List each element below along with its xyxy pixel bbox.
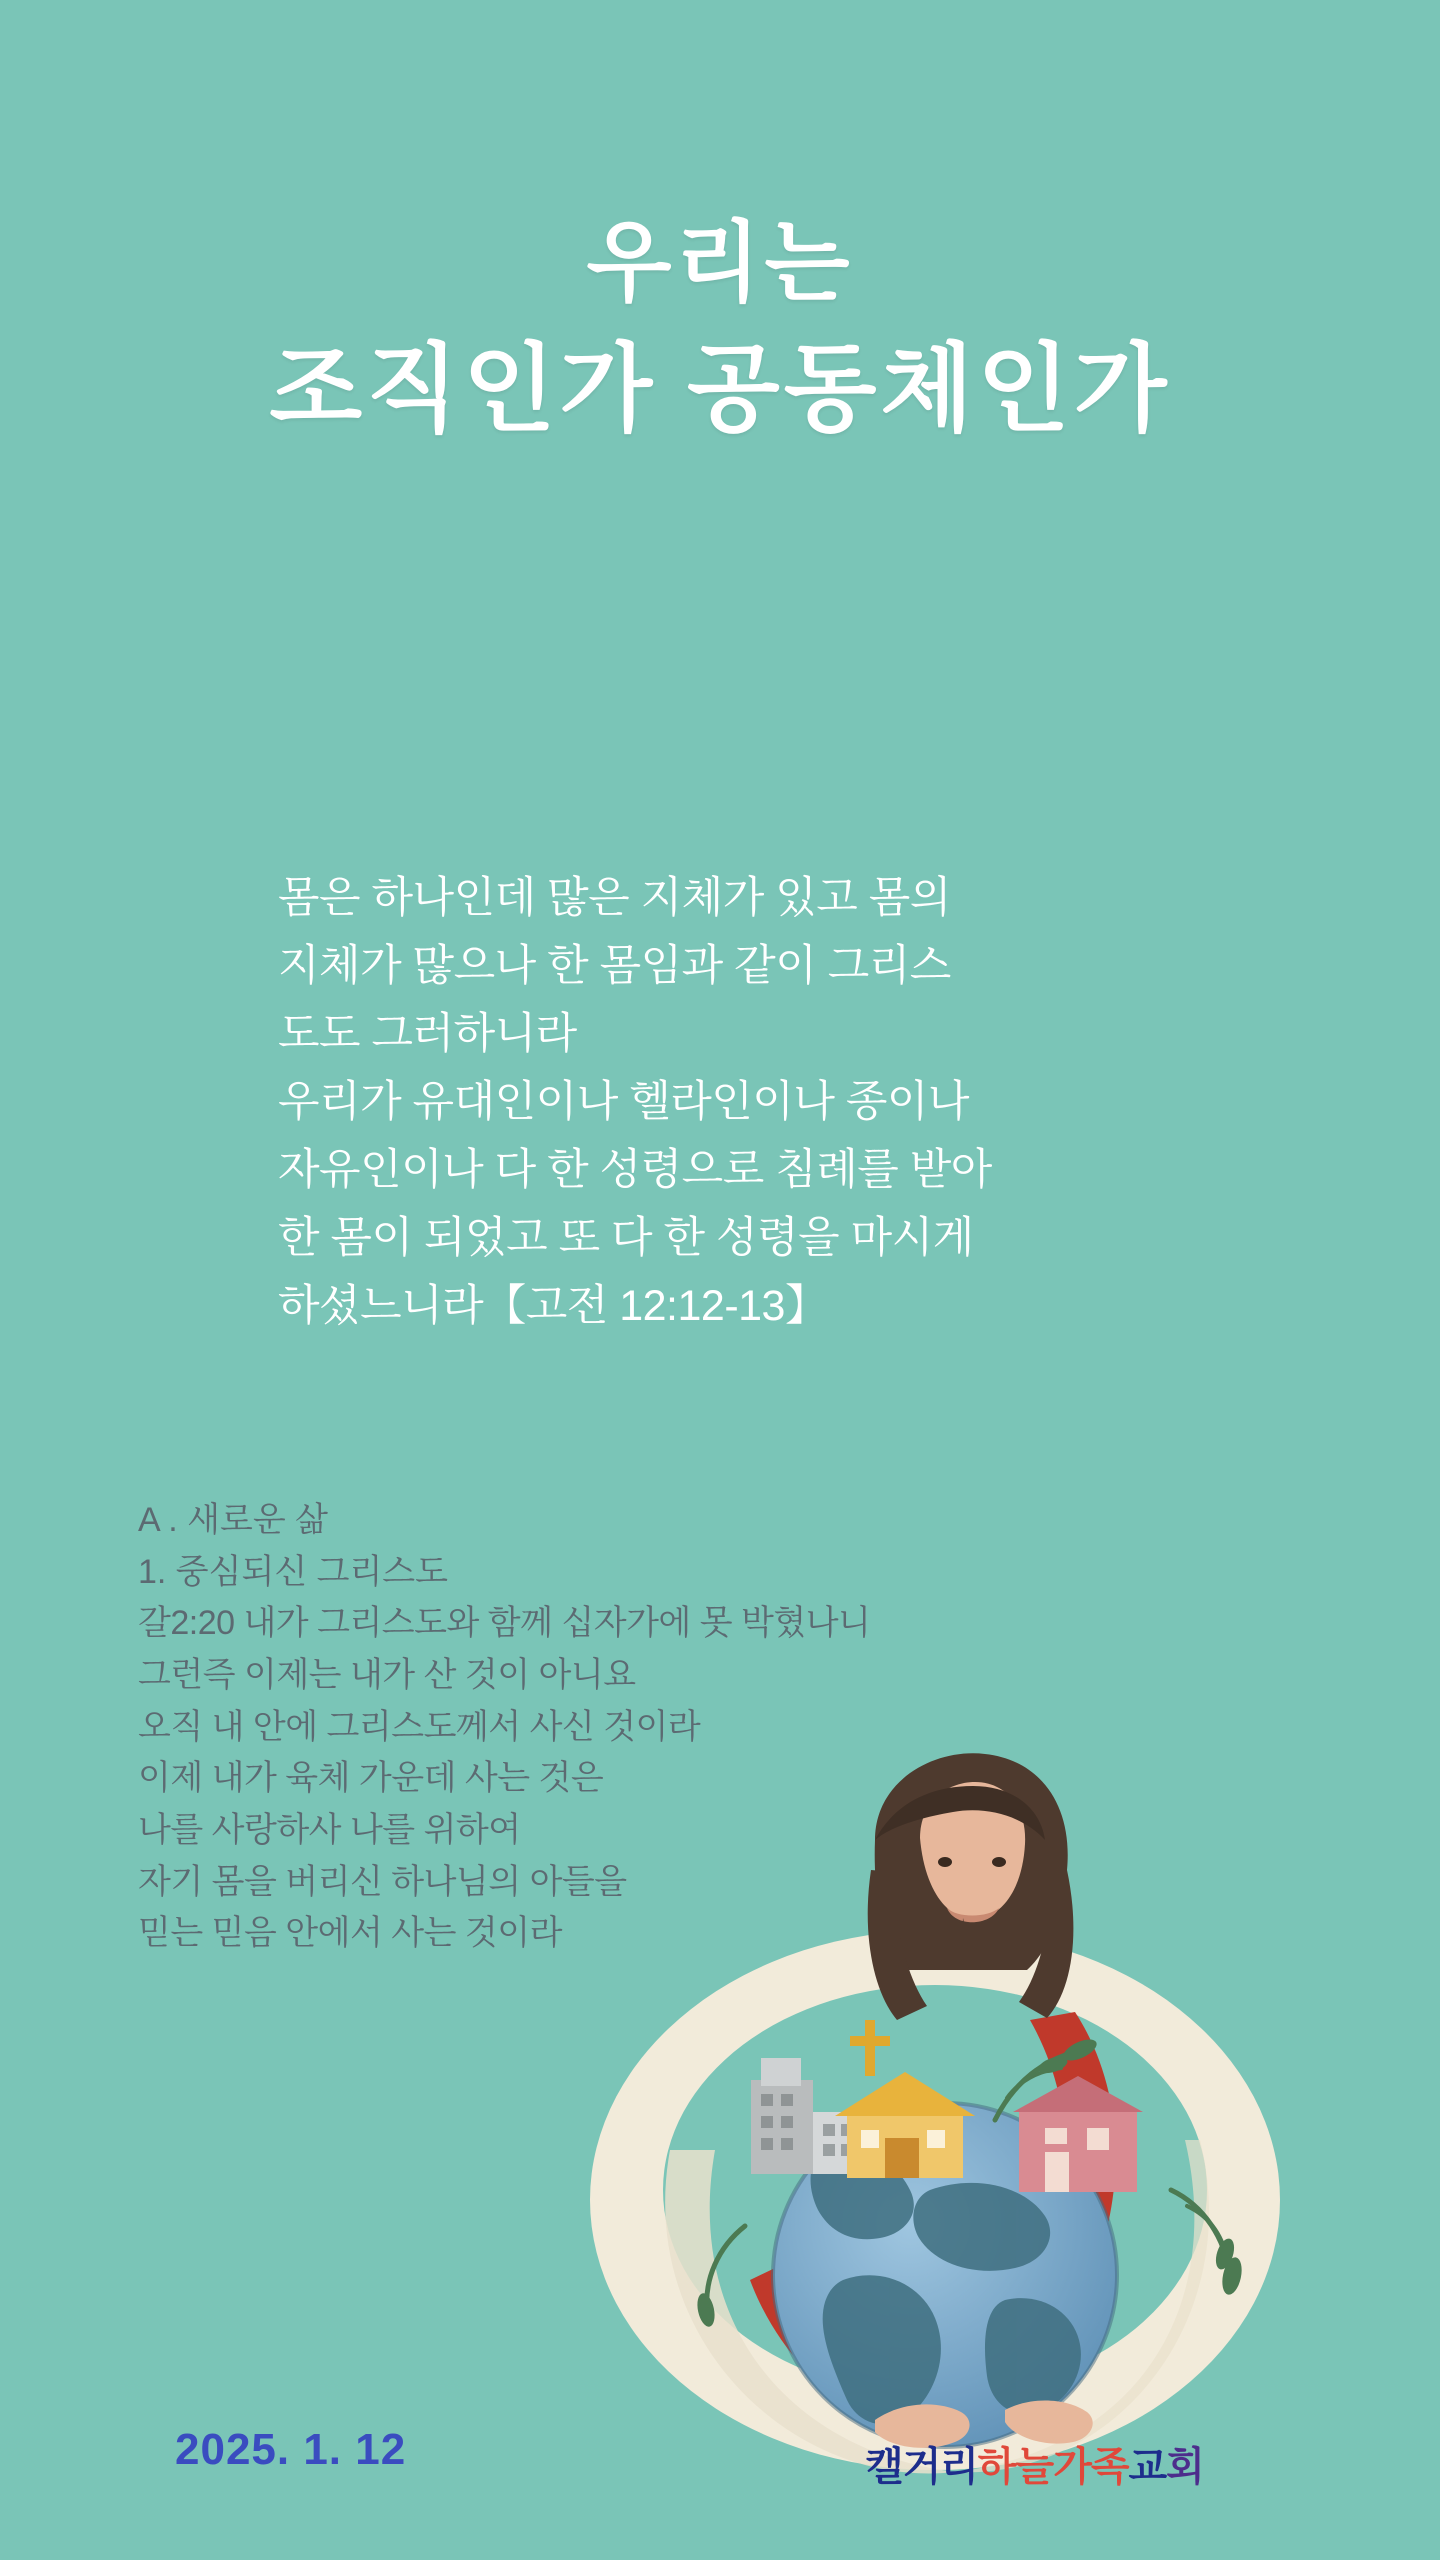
poster-title (0, 215, 1440, 450)
church-logo-part-4: 회 (1166, 2445, 1204, 2489)
outline-line: 오직 내 안에 그리스도께서 사신 것이라 (138, 1707, 701, 1746)
outline-line: 믿는 믿음 안에서 사는 것이라 (138, 1914, 562, 1953)
scripture-line: 자유인이나 다 한 성령으로 침례를 받아 (278, 1145, 992, 1194)
scripture-line: 몸은 하나인데 많은 지체가 있고 몸의 (278, 874, 951, 922)
scripture-line: 한 몸이 되었고 또 다 한 성령을 마시게 (278, 1213, 974, 1262)
scripture-line: 우리가 유대인이나 헬라인이나 종이나 (278, 1077, 969, 1126)
sermon-date: 2025. 1. 12 (175, 2425, 407, 2474)
church-logo-part-2: 하늘가족 (977, 2445, 1129, 2489)
outline-section-heading: A . 새로운 삶 (138, 1501, 328, 1539)
jesus-embracing-earth-illustration (575, 1720, 1315, 2480)
church-logo-part-1: 캘거리 (865, 2445, 978, 2489)
scripture-line: 지체가 많으나 한 몸임과 같이 그리스 (278, 941, 951, 990)
outline-line: 갈2:20 내가 그리스도와 함께 십자가에 못 박혔나니 (138, 1604, 871, 1643)
outline-line: 이제 내가 육체 가운데 사는 것은 (138, 1759, 604, 1798)
outline-point-heading: 1. 중심되신 그리스도 (138, 1552, 448, 1591)
outline-line: 자기 몸을 버리신 하나님의 아들을 (138, 1862, 627, 1901)
outline-line: 그런즉 이제는 내가 산 것이 아니요 (138, 1656, 636, 1695)
title-line-1: 우리는 (586, 213, 854, 312)
scripture-line: 도도 그러하니라 (278, 1009, 577, 1058)
scripture-passage (278, 865, 1218, 1341)
outline-line: 나를 사랑하사 나를 위하여 (138, 1811, 521, 1850)
church-logo-part-3: 교 (1128, 2445, 1167, 2489)
scripture-line: 하셨느니라【고전 12:12-13】 (278, 1281, 828, 1330)
title-line-2: 조직인가 공동체인가 (269, 335, 1171, 443)
church-logo (865, 2435, 1204, 2492)
